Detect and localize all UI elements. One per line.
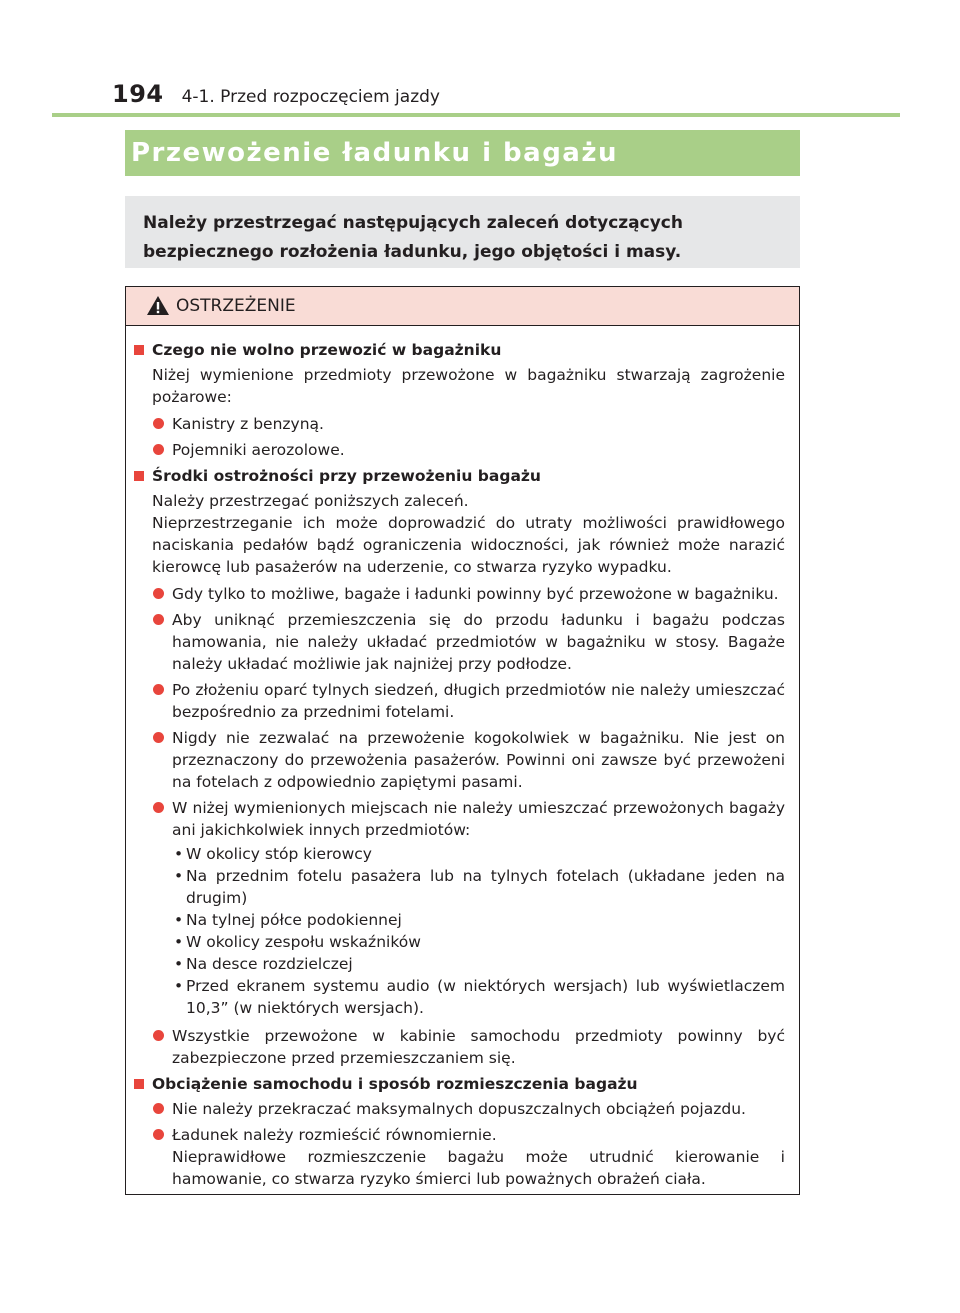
list-item: Wszystkie przewożone w kabinie samochodu przedmioty powinny być zabezpieczone przed przemieszczaniem się. [126, 1025, 799, 1069]
list-item: Ładunek należy rozmieścić równomiernie. [126, 1124, 799, 1146]
heading-luggage-precautions: Środki ostrożności przy przewożeniu bagażu [126, 465, 799, 487]
list-item: Gdy tylko to możliwe, bagaże i ładunki powinny być przewożone w bagażniku. [126, 583, 799, 605]
small-bullet-icon: • [174, 955, 184, 973]
round-bullet-icon [153, 614, 164, 625]
warning-header [126, 287, 799, 326]
sub-list-item: • W okolicy stóp kierowcy [174, 845, 372, 863]
list-item: Kanistry z benzyną. [126, 413, 799, 435]
paragraph: Należy przestrzegać poniższych zaleceń. [152, 492, 469, 510]
header-divider [52, 113, 900, 117]
paragraph: Nieprawidłowe rozmieszczenie bagażu może utrudnić kierowanie i hamowanie, co stwarza ryzyko śmierci lub poważnych obrażeń ciała. [172, 1148, 785, 1188]
paragraph: Niżej wymienione przedmioty przewożone w bagażniku stwarzają zagrożenie pożarowe: [152, 366, 785, 406]
round-bullet-icon [153, 732, 164, 743]
paragraph: Nieprzestrzeganie ich może doprowadzić do utraty możliwości prawidłowego naciskania pedałów bądź ograniczenia widoczności, jak również może narazić kierowcę lub pasażerów na uderzenie, co stwarza ryzyko wypadku. [152, 514, 785, 576]
warning-box [125, 286, 800, 1195]
sub-list-item: • Na przednim fotelu pasażera lub na tylnych fotelach (układane jeden na drugim) [174, 867, 785, 907]
small-bullet-icon: • [174, 911, 184, 929]
list-item: Nigdy nie zezwalać na przewożenie kogokolwiek w bagażniku. Nie jest on przeznaczony do przewożenia pasażerów. Powinni oni zawsze być przewożeni na fotelach z odpowiednio zapiętymi pasami. [126, 727, 799, 793]
page-title: Przewożenie ładunku i bagażu [131, 138, 618, 168]
heading-vehicle-load: Obciążenie samochodu i sposób rozmieszczenia bagażu [126, 1073, 799, 1095]
round-bullet-icon [153, 1030, 164, 1041]
sub-list-item: • Na tylnej półce podokiennej [174, 911, 402, 929]
sub-list-item: • Na desce rozdzielczej [174, 955, 353, 973]
square-bullet-icon [134, 345, 144, 355]
small-bullet-icon: • [174, 845, 184, 863]
warning-content [126, 339, 799, 1194]
small-bullet-icon: • [174, 867, 184, 885]
section-title: 4-1. Przed rozpoczęciem jazdy [181, 87, 440, 107]
square-bullet-icon [134, 471, 144, 481]
list-item: Aby uniknąć przemieszczenia się do przodu ładunku i bagażu podczas hamowania, nie należy układać przedmiotów w bagażniku w stosy. Bagaże należy układać możliwie jak najniżej przy podłodze. [126, 609, 799, 675]
sub-list-item: • Przed ekranem systemu audio (w niektórych wersjach) lub wyświetlaczem 10,3” (w niektórych wersjach). [174, 977, 785, 1017]
small-bullet-icon: • [174, 977, 184, 995]
small-bullet-icon: • [174, 933, 184, 951]
list-item: Pojemniki aerozolowe. [126, 439, 799, 461]
list-item: Nie należy przekraczać maksymalnych dopuszczalnych obciążeń pojazdu. [126, 1098, 799, 1120]
round-bullet-icon [153, 1103, 164, 1114]
round-bullet-icon [153, 418, 164, 429]
list-item: W niżej wymienionych miejscach nie należy umieszczać przewożonych bagaży ani jakichkolwiek innych przedmiotów: [126, 797, 799, 841]
page-header [112, 80, 440, 108]
intro-text: Należy przestrzegać następujących zaleceń dotyczących bezpiecznego rozłożenia ładunku, jego objętości i masy. [143, 213, 683, 262]
sub-list-item: • W okolicy zespołu wskaźników [174, 933, 421, 951]
round-bullet-icon [153, 444, 164, 455]
round-bullet-icon [153, 802, 164, 813]
warning-label: OSTRZEŻENIE [176, 296, 296, 316]
round-bullet-icon [153, 588, 164, 599]
page-number: 194 [112, 80, 164, 108]
round-bullet-icon [153, 1129, 164, 1140]
list-item: Po złożeniu oparć tylnych siedzeń, długich przedmiotów nie należy umieszczać bezpośrednio za przednimi fotelami. [126, 679, 799, 723]
warning-triangle-icon [146, 295, 170, 316]
round-bullet-icon [153, 684, 164, 695]
heading-cargo-restrictions: Czego nie wolno przewozić w bagażniku [126, 339, 799, 361]
square-bullet-icon [134, 1079, 144, 1089]
